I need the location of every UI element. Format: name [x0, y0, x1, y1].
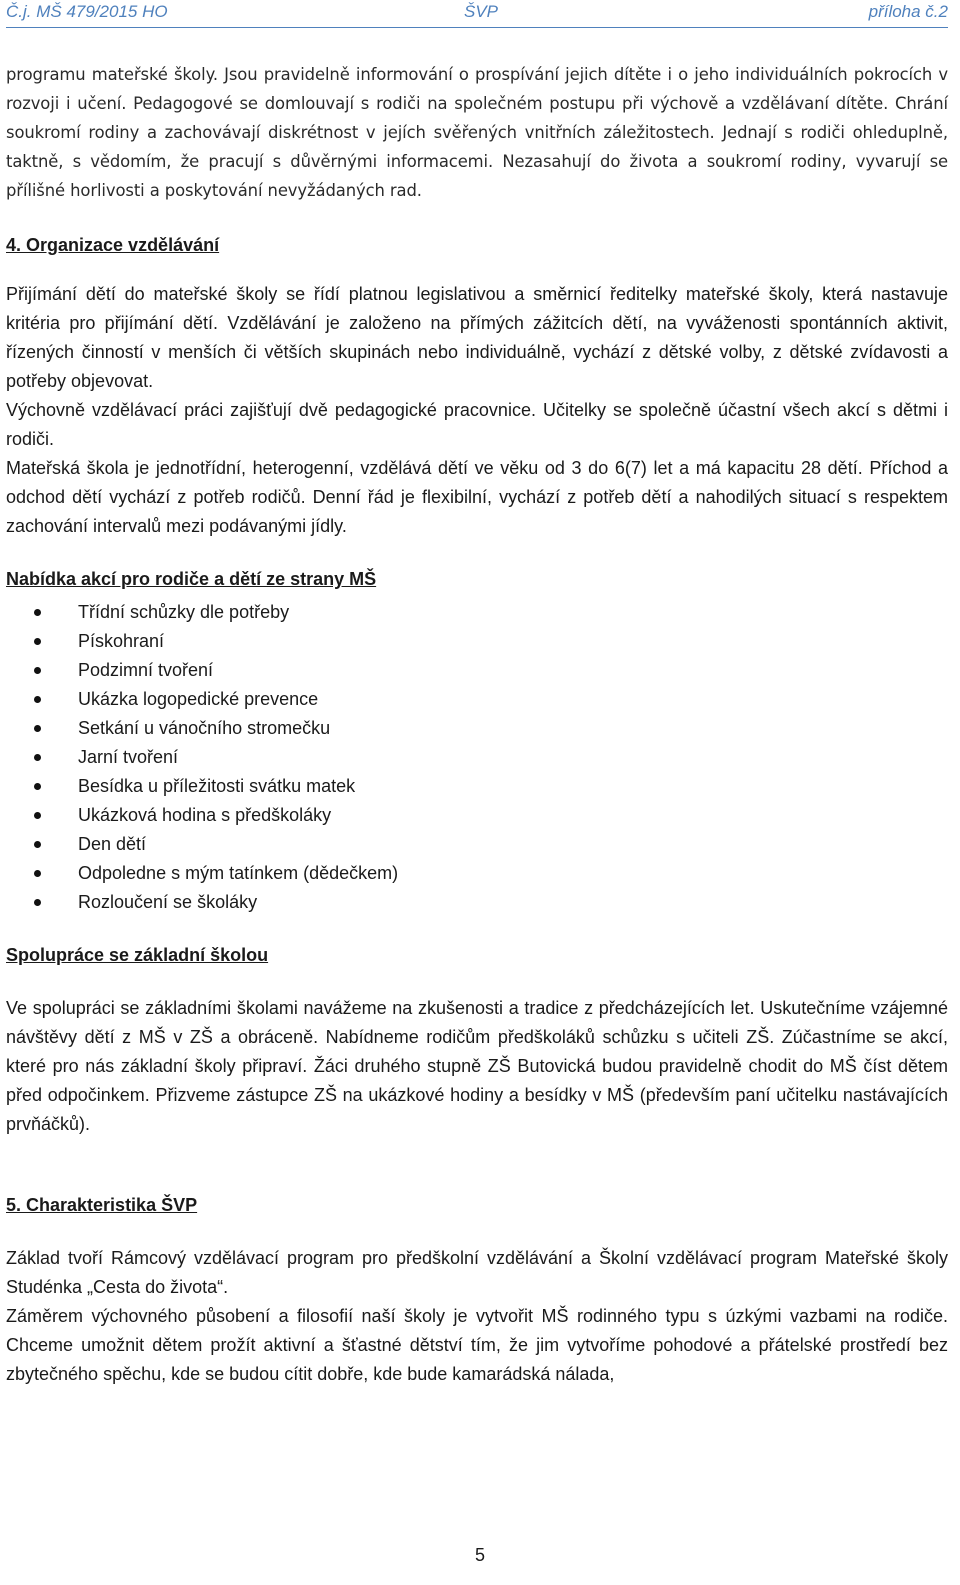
list-item: Besídka u příležitosti svátku matek — [6, 772, 948, 801]
list-item: Pískohraní — [6, 627, 948, 656]
section-5-heading: 5. Charakteristika ŠVP — [6, 1195, 198, 1215]
intro-paragraph: programu mateřské školy. Jsou pravidelně informování o prospívání jejich dítěte i o jeho individuálních pokrocích v rozvoji i učení. Pedagogové se domlouvají s rodiči na společném postupu při výchově a vzdělávaní dítěte. Chrání soukromí rodiny a zachovávají diskrétnost v jejích svěřených vnitřních záležitostech. Jednají s rodiči ohleduplně, taktně, s vědomím, že pracují s důvěrnými informacemi. Nezasahují do života a soukromí rodiny, vyvarují se přílišné horlivosti a poskytování nevyžádaných rad. — [6, 65, 948, 200]
list-item: Jarní tvoření — [6, 743, 948, 772]
cooperation-heading: Spolupráce se základní školou — [6, 945, 269, 965]
offer-heading: Nabídka akcí pro rodiče a dětí ze strany MŠ — [6, 569, 377, 589]
list-item: Setkání u vánočního stromečku — [6, 714, 948, 743]
list-item: Třídní schůzky dle potřeby — [6, 598, 948, 627]
cooperation-paragraph: Ve spolupráci se základními školami navážeme na zkušenosti a tradice z předcházejících let. Uskutečníme vzájemné návštěvy dětí z MŠ v ZŠ a obráceně. Nabídneme rodičům předškoláků schůzku s učiteli ZŠ. Zúčastníme se akcí, které pro nás základní školy připraví. Žáci druhého stupně ZŠ Butovická budou pravidelně chodit do MŠ číst dětem před odpočinkem. Přizveme zástupce ZŠ na ukázkové hodiny a besídky v MŠ (především paní učitelku nastávajících prvňáčků). — [6, 998, 948, 1134]
section-4-heading: 4. Organizace vzdělávání — [6, 235, 220, 255]
list-item: Ukázka logopedické prevence — [6, 685, 948, 714]
page-number: 5 — [474, 1545, 485, 1565]
list-item: Ukázková hodina s předškoláky — [6, 801, 948, 830]
list-item: Podzimní tvoření — [6, 656, 948, 685]
section-4-paragraph-1: Přijímání dětí do mateřské školy se řídí platnou legislativou a směrnicí ředitelky mateřské školy, která nastavuje kritéria pro přijímání dětí. Vzdělávání je založeno na přímých zážitcích dětí, na vyváženosti spontánních aktivit, řízených činností v menších či větších skupinách nebo individuálně, vychází z dětské volby, z dětské zvídavosti a potřeby objevovat. — [6, 284, 948, 391]
page-header — [6, 0, 948, 28]
section-4-paragraph-3: Mateřská škola je jednotřídní, heterogenní, vzdělává dětí ve věku od 3 do 6(7) let a má kapacitu 28 dětí. Příchod a odchod dětí vychází z potřeb rodičů. Denní řád je flexibilní, vychází z potřeb dětí a nahodilých situací s respektem zachování intervalů mezi podávanými jídly. — [6, 458, 948, 536]
page-body — [6, 60, 948, 1389]
section-5-paragraph-2: Záměrem výchovného působení a filosofií naší školy je vytvořit MŠ rodinného typu s úzkými vazbami na rodiče. Chceme umožnit dětem prožít aktivní a šťastné dětství tím, že jim vytvoříme pohodové a přátelské prostředí bez zbytečného spěchu, kde se budou cítit dobře, kde bude kamarádská nálada, — [6, 1306, 948, 1384]
offer-list — [6, 598, 948, 917]
list-item: Odpoledne s mým tatínkem (dědečkem) — [6, 859, 948, 888]
header-attachment-label: příloha č.2 — [868, 2, 948, 21]
section-5-paragraph-1: Základ tvoří Rámcový vzdělávací program pro předškolní vzdělávání a Školní vzdělávací program Mateřské školy Studénka „Cesta do života“. — [6, 1248, 948, 1297]
list-item: Rozloučení se školáky — [6, 888, 948, 917]
header-title: ŠVP — [464, 2, 499, 21]
list-item: Den dětí — [6, 830, 948, 859]
header-document-number: Č.j. MŠ 479/2015 HO — [6, 2, 168, 21]
section-4-paragraph-2: Výchovně vzdělávací práci zajišťují dvě pedagogické pracovnice. Učitelky se společně účastní všech akcí s dětmi i rodiči. — [6, 400, 948, 449]
